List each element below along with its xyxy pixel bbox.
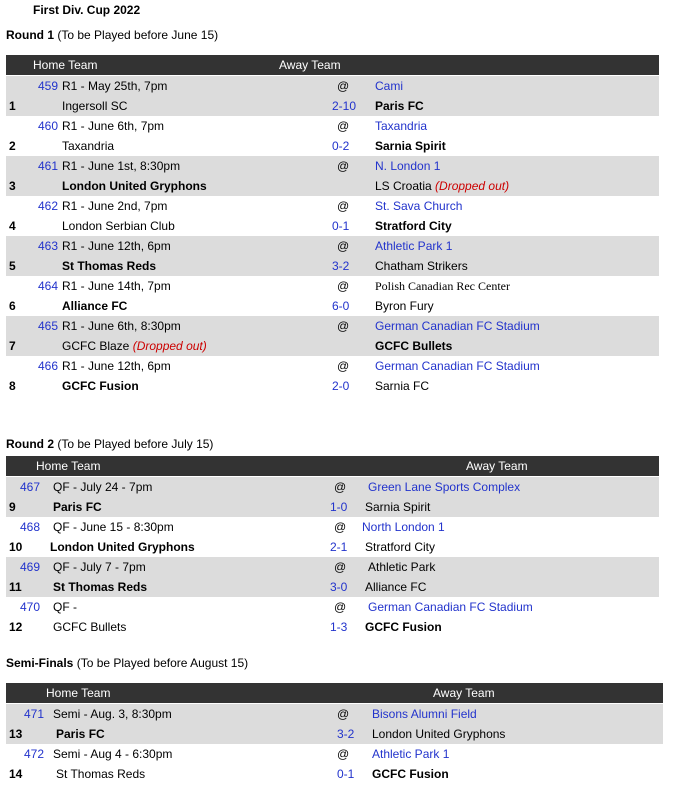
away-team bbox=[375, 176, 509, 196]
at-sign: @ bbox=[337, 239, 350, 253]
game-number-link[interactable]: 469 bbox=[20, 560, 41, 574]
away-team bbox=[372, 724, 505, 744]
venue-link[interactable]: German Canadian FC Stadium bbox=[375, 319, 540, 333]
away-team-name: Sarnia Spirit bbox=[365, 500, 431, 514]
away-team bbox=[375, 256, 468, 276]
away-team-header: Away Team bbox=[433, 686, 495, 700]
match-row bbox=[6, 557, 659, 597]
match-number: 8 bbox=[9, 379, 16, 393]
match-number: 14 bbox=[9, 767, 23, 781]
score-link[interactable]: 3-0 bbox=[330, 580, 348, 594]
at-sign: @ bbox=[337, 707, 350, 721]
game-number-link[interactable]: 460 bbox=[38, 119, 59, 133]
round-title bbox=[6, 437, 213, 451]
away-team bbox=[375, 216, 452, 236]
away-team bbox=[365, 617, 442, 637]
away-team-name: Stratford City bbox=[365, 540, 436, 554]
game-number-link[interactable]: 459 bbox=[38, 79, 59, 93]
home-team bbox=[62, 176, 207, 196]
home-team-name: St Thomas Reds bbox=[56, 767, 146, 781]
venue-link[interactable]: Taxandria bbox=[375, 119, 428, 133]
home-team-name: Taxandria bbox=[62, 139, 115, 153]
venue-link[interactable]: St. Sava Church bbox=[375, 199, 463, 213]
game-number-link[interactable]: 463 bbox=[38, 239, 59, 253]
round-name: Round 1 bbox=[6, 28, 54, 42]
score-link[interactable]: 0-2 bbox=[332, 139, 350, 153]
away-team-name: GCFC Bullets bbox=[375, 339, 453, 353]
score-link[interactable]: 3-2 bbox=[337, 727, 355, 741]
away-team bbox=[375, 336, 452, 356]
score-link[interactable]: 2-10 bbox=[332, 99, 357, 113]
away-team-name: GCFC Fusion bbox=[372, 767, 449, 781]
away-team-name: Sarnia FC bbox=[375, 379, 430, 393]
match-number: 13 bbox=[9, 727, 23, 741]
away-team bbox=[375, 376, 429, 396]
score-link[interactable]: 2-1 bbox=[330, 540, 348, 554]
match-number: 3 bbox=[9, 179, 16, 193]
away-team bbox=[365, 537, 435, 557]
game-number-link[interactable]: 465 bbox=[38, 319, 59, 333]
at-sign: @ bbox=[337, 359, 350, 373]
at-sign: @ bbox=[337, 159, 350, 173]
at-sign: @ bbox=[337, 119, 350, 133]
match-date: R1 - June 12th, 6pm bbox=[62, 239, 171, 253]
home-team-name: GCFC Fusion bbox=[62, 379, 139, 393]
game-number-link[interactable]: 466 bbox=[38, 359, 59, 373]
home-team bbox=[62, 376, 139, 396]
score-link[interactable]: 0-1 bbox=[332, 219, 350, 233]
away-team bbox=[365, 577, 426, 597]
match-row bbox=[6, 156, 659, 196]
venue-link[interactable]: N. London 1 bbox=[375, 159, 441, 173]
game-number-link[interactable]: 462 bbox=[38, 199, 59, 213]
home-team bbox=[56, 764, 145, 784]
match-date: R1 - May 25th, 7pm bbox=[62, 79, 168, 93]
at-sign: @ bbox=[334, 520, 347, 534]
round-title bbox=[6, 656, 248, 670]
match-row bbox=[6, 704, 663, 744]
away-team bbox=[372, 764, 449, 784]
round-title bbox=[6, 28, 218, 42]
match-row bbox=[6, 597, 659, 637]
at-sign: @ bbox=[334, 480, 347, 494]
home-team-header: Home Team bbox=[33, 58, 98, 72]
at-sign: @ bbox=[337, 79, 350, 93]
home-team-name: London United Gryphons bbox=[50, 540, 195, 554]
away-team bbox=[365, 497, 430, 517]
match-number: 11 bbox=[9, 580, 22, 594]
match-row bbox=[6, 316, 659, 356]
venue-link[interactable]: German Canadian FC Stadium bbox=[368, 600, 533, 614]
home-team bbox=[56, 724, 105, 744]
match-date: QF - June 15 - 8:30pm bbox=[53, 520, 174, 534]
away-team-name: Byron Fury bbox=[375, 299, 434, 313]
match-number: 12 bbox=[9, 620, 23, 634]
venue-link[interactable]: Athletic Park 1 bbox=[372, 747, 450, 761]
home-team bbox=[62, 336, 207, 356]
match-row bbox=[6, 517, 659, 557]
match-row bbox=[6, 356, 659, 396]
match-row bbox=[6, 477, 659, 517]
home-team bbox=[62, 136, 114, 156]
away-team-header: Away Team bbox=[279, 58, 341, 72]
away-team bbox=[375, 136, 446, 156]
score-link[interactable]: 0-1 bbox=[337, 767, 355, 781]
home-team-name: London United Gryphons bbox=[62, 179, 207, 193]
round-note: (To be Played before August 15) bbox=[76, 656, 249, 670]
round-name: Semi-Finals bbox=[6, 656, 74, 670]
match-date: QF - bbox=[53, 600, 77, 614]
game-number-link[interactable]: 464 bbox=[38, 279, 59, 293]
score-link[interactable]: 2-0 bbox=[332, 379, 350, 393]
round-note: (To be Played before July 15) bbox=[57, 437, 214, 451]
home-team bbox=[62, 216, 175, 236]
match-date: R1 - June 1st, 8:30pm bbox=[62, 159, 181, 173]
away-team-name: Chatham Strikers bbox=[375, 259, 468, 273]
venue-link[interactable]: German Canadian FC Stadium bbox=[375, 359, 540, 373]
match-row bbox=[6, 116, 659, 156]
match-number: 9 bbox=[9, 500, 16, 514]
away-team-name: Alliance FC bbox=[365, 580, 427, 594]
game-number-link[interactable]: 468 bbox=[20, 520, 41, 534]
home-team-name: St Thomas Reds bbox=[53, 580, 148, 594]
venue-link[interactable]: Cami bbox=[375, 79, 404, 93]
away-team-name: GCFC Fusion bbox=[365, 620, 442, 634]
home-team bbox=[53, 577, 147, 597]
match-date: R1 - June 6th, 8:30pm bbox=[62, 319, 181, 333]
home-team-name: St Thomas Reds bbox=[62, 259, 157, 273]
match-row bbox=[6, 196, 659, 236]
away-team-name: Stratford City bbox=[375, 219, 452, 233]
match-date: R1 - June 12th, 6pm bbox=[62, 359, 171, 373]
venue-link[interactable]: Green Lane Sports Complex bbox=[368, 480, 521, 494]
page-title: First Div. Cup 2022 bbox=[33, 3, 141, 17]
home-team bbox=[53, 617, 126, 637]
match-row bbox=[6, 236, 659, 276]
home-team bbox=[50, 537, 195, 557]
home-team-name: Paris FC bbox=[56, 727, 105, 741]
venue-link: Athletic Park bbox=[368, 560, 436, 574]
home-team-name: GCFC Blaze bbox=[62, 339, 130, 353]
venue-link: Polish Canadian Rec Center bbox=[375, 279, 510, 293]
away-team bbox=[375, 296, 434, 316]
match-date: QF - July 7 - 7pm bbox=[53, 560, 146, 574]
home-team bbox=[62, 96, 127, 116]
round-name: Round 2 bbox=[6, 437, 54, 451]
at-sign: @ bbox=[337, 747, 350, 761]
home-team-name: Paris FC bbox=[53, 500, 102, 514]
game-number-link[interactable]: 471 bbox=[24, 707, 45, 721]
home-team bbox=[53, 497, 102, 517]
home-team-header: Home Team bbox=[46, 686, 111, 700]
match-number: 7 bbox=[9, 339, 16, 353]
at-sign: @ bbox=[337, 279, 350, 293]
at-sign: @ bbox=[337, 199, 350, 213]
round-note: (To be Played before June 15) bbox=[57, 28, 219, 42]
home-team bbox=[62, 296, 127, 316]
away-team-name: London United Gryphons bbox=[372, 727, 506, 741]
match-date: R1 - June 6th, 7pm bbox=[62, 119, 165, 133]
dropped-out-note: (Dropped out) bbox=[435, 179, 510, 193]
match-number: 1 bbox=[9, 99, 16, 113]
at-sign: @ bbox=[337, 319, 350, 333]
at-sign: @ bbox=[334, 600, 347, 614]
game-number-link[interactable]: 467 bbox=[20, 480, 41, 494]
venue-link[interactable]: Bisons Alumni Field bbox=[372, 707, 477, 721]
match-date: R1 - June 2nd, 7pm bbox=[62, 199, 168, 213]
at-sign: @ bbox=[334, 560, 347, 574]
away-team bbox=[375, 96, 424, 116]
home-team-name: Ingersoll SC bbox=[62, 99, 128, 113]
game-number-link[interactable]: 461 bbox=[38, 159, 59, 173]
match-number: 5 bbox=[9, 259, 16, 273]
home-team bbox=[62, 256, 156, 276]
match-date: Semi - Aug. 3, 8:30pm bbox=[53, 707, 172, 721]
venue-link[interactable]: Athletic Park 1 bbox=[375, 239, 453, 253]
match-number: 6 bbox=[9, 299, 16, 313]
dropped-out-note: (Dropped out) bbox=[132, 339, 207, 353]
match-row bbox=[6, 744, 663, 784]
away-team-name: LS Croatia bbox=[375, 179, 432, 193]
match-date: QF - July 24 - 7pm bbox=[53, 480, 153, 494]
game-number-link[interactable]: 472 bbox=[24, 747, 45, 761]
table-header bbox=[6, 55, 659, 75]
venue-link[interactable]: North London 1 bbox=[362, 520, 445, 534]
table-header bbox=[6, 683, 663, 703]
game-number-link[interactable]: 470 bbox=[20, 600, 41, 614]
match-row bbox=[6, 76, 659, 116]
score-link[interactable]: 1-0 bbox=[330, 500, 348, 514]
table-header bbox=[6, 456, 659, 476]
match-number: 4 bbox=[9, 219, 16, 233]
match-date: Semi - Aug 4 - 6:30pm bbox=[53, 747, 173, 761]
away-team-header: Away Team bbox=[466, 459, 528, 473]
home-team-header: Home Team bbox=[36, 459, 101, 473]
home-team-name: Alliance FC bbox=[62, 299, 128, 313]
away-team-name: Sarnia Spirit bbox=[375, 139, 446, 153]
home-team-name: GCFC Bullets bbox=[53, 620, 127, 634]
match-number: 2 bbox=[9, 139, 16, 153]
score-link[interactable]: 6-0 bbox=[332, 299, 350, 313]
away-team-name: Paris FC bbox=[375, 99, 424, 113]
score-link[interactable]: 3-2 bbox=[332, 259, 350, 273]
score-link[interactable]: 1-3 bbox=[330, 620, 348, 634]
match-number: 10 bbox=[9, 540, 23, 554]
home-team-name: London Serbian Club bbox=[62, 219, 175, 233]
match-row bbox=[6, 276, 659, 316]
match-date: R1 - June 14th, 7pm bbox=[62, 279, 171, 293]
